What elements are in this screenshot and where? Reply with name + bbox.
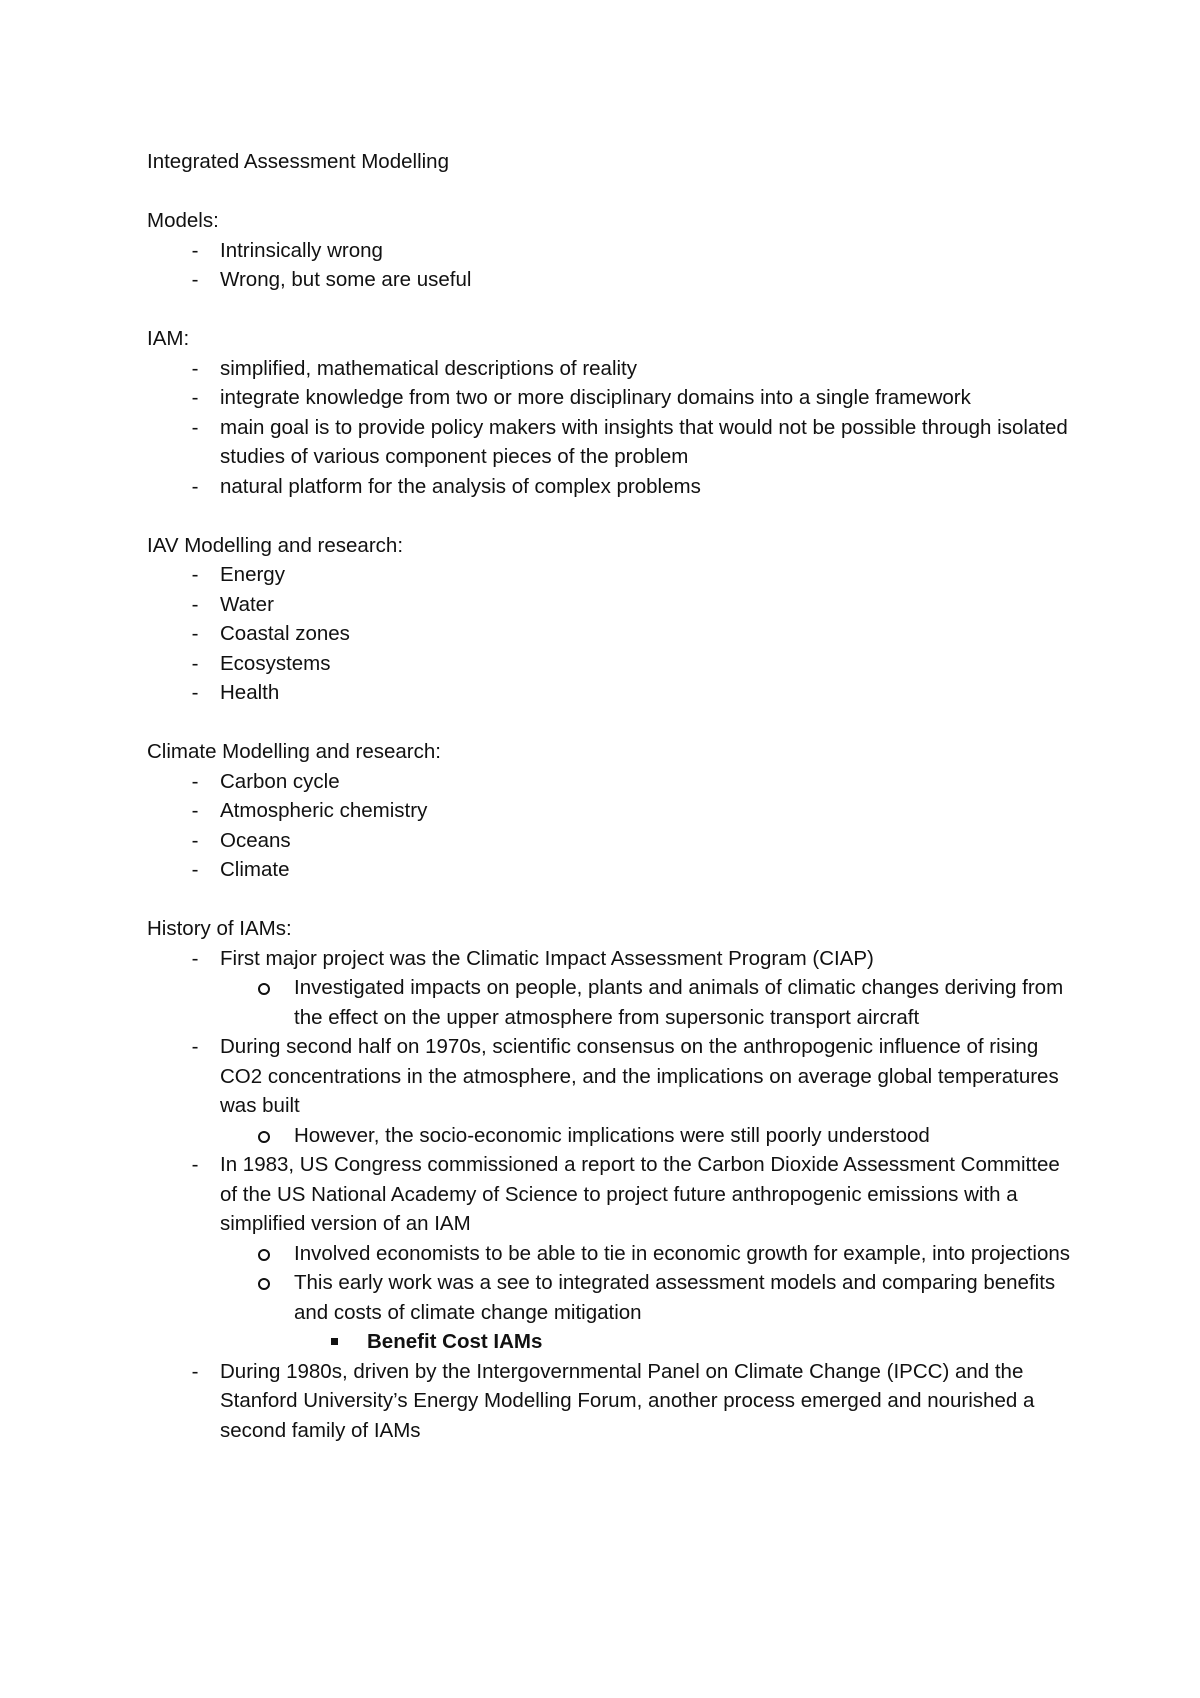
list-item: - Climate <box>147 855 1077 885</box>
dash-bullet-icon: - <box>191 563 199 586</box>
dash-bullet-icon: - <box>191 1359 199 1383</box>
document-body <box>147 147 1077 1475</box>
dash-bullet-icon: - <box>191 1153 199 1176</box>
list-item: - Atmospheric chemistry <box>147 796 1077 826</box>
section-climate <box>147 737 1077 885</box>
section-heading: Climate Modelling and research: <box>147 740 441 763</box>
section-heading: IAM: <box>147 327 190 350</box>
circle-bullet-icon <box>258 1278 270 1290</box>
section-heading: IAV Modelling and research: <box>147 533 404 557</box>
section-heading: History of IAMs: <box>147 917 292 940</box>
dash-bullet-icon: - <box>191 946 199 970</box>
section-models <box>147 206 1077 295</box>
dash-bullet-icon: - <box>191 799 199 822</box>
bullet-list <box>147 236 1077 295</box>
list-item: - During 1980s, driven by the Intergovernmental Panel on Climate Change (IPCC) and the Stanford University’s Energy Modelling Forum, another process emerged and nourished a second family of IAMs <box>147 1357 1077 1446</box>
sub-list-item: Involved economists to be able to tie in economic growth for example, into projections <box>147 1239 1077 1269</box>
dash-bullet-icon: - <box>191 828 199 852</box>
dash-bullet-icon: - <box>191 238 199 262</box>
list-item: - During second half on 1970s, scientific consensus on the anthropogenic influence of rising CO2 concentrations in the atmosphere, and the implications on average global temperatures was built <box>147 1032 1077 1121</box>
list-item: - Carbon cycle <box>147 767 1077 797</box>
list-item: - Coastal zones <box>147 619 1077 649</box>
bullet-list <box>147 944 1077 1446</box>
circle-bullet-icon <box>258 1131 270 1143</box>
list-item: - Oceans <box>147 826 1077 856</box>
dash-bullet-icon: - <box>191 622 199 645</box>
list-item: - Ecosystems <box>147 649 1077 679</box>
dash-bullet-icon: - <box>191 386 199 409</box>
dash-bullet-icon: - <box>191 681 199 704</box>
list-item: - Water <box>147 590 1077 620</box>
list-item: - main goal is to provide policy makers with insights that would not be possible through isolated studies of various component pieces of the problem <box>147 413 1077 472</box>
list-item: - Wrong, but some are useful <box>147 265 1077 295</box>
sub-list-item: This early work was a see to integrated assessment models and comparing benefits and costs of climate change mitigation <box>147 1268 1077 1327</box>
bullet-list <box>147 560 1077 708</box>
section-heading: Models: <box>147 209 219 232</box>
dash-bullet-icon: - <box>191 474 199 498</box>
list-item: - Energy <box>147 560 1077 590</box>
sub-list-item: However, the socio-economic implications were still poorly understood <box>147 1121 1077 1151</box>
dash-bullet-icon: - <box>191 858 199 881</box>
circle-bullet-icon <box>258 983 270 995</box>
dash-bullet-icon: - <box>191 769 199 793</box>
bullet-list <box>147 767 1077 885</box>
dash-bullet-icon: - <box>191 592 199 616</box>
square-bullet-icon <box>331 1338 338 1345</box>
section-history <box>147 914 1077 1445</box>
bullet-list <box>147 354 1077 502</box>
document-title: Integrated Assessment Modelling <box>147 150 449 173</box>
list-item: - natural platform for the analysis of complex problems <box>147 472 1077 502</box>
sub-sub-list-item: Benefit Cost IAMs <box>147 1327 1077 1357</box>
dash-bullet-icon: - <box>191 268 199 291</box>
section-iam <box>147 324 1077 501</box>
list-item: - Health <box>147 678 1077 708</box>
dash-bullet-icon: - <box>191 1035 199 1058</box>
list-item: - Intrinsically wrong <box>147 236 1077 266</box>
list-item: - simplified, mathematical descriptions of reality <box>147 354 1077 384</box>
sub-list-item: Investigated impacts on people, plants and animals of climatic changes deriving from the effect on the upper atmosphere from supersonic transport aircraft <box>147 973 1077 1032</box>
dash-bullet-icon: - <box>191 356 199 380</box>
list-item: - integrate knowledge from two or more disciplinary domains into a single framework <box>147 383 1077 413</box>
circle-bullet-icon <box>258 1249 270 1261</box>
list-item: - First major project was the Climatic Impact Assessment Program (CIAP) <box>147 944 1077 974</box>
list-item: - In 1983, US Congress commissioned a report to the Carbon Dioxide Assessment Committee of the US National Academy of Science to project future anthropogenic emissions with a simplified version of an IAM <box>147 1150 1077 1239</box>
dash-bullet-icon: - <box>191 651 199 675</box>
section-iav <box>147 531 1077 708</box>
dash-bullet-icon: - <box>191 415 199 439</box>
